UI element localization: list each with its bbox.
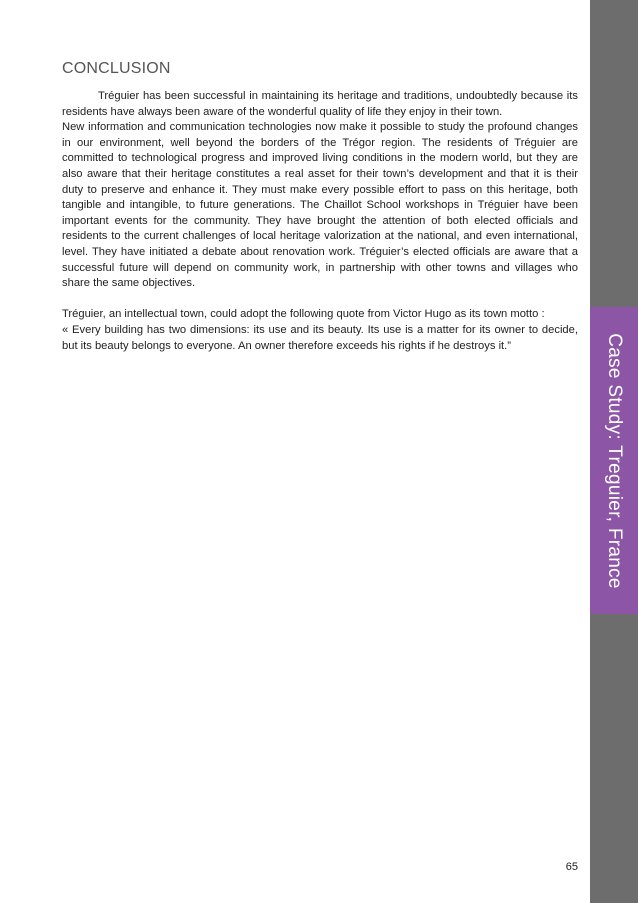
side-tab-label: Case Study: Treguier, France	[604, 332, 625, 589]
paragraph-intro: Tréguier has been successful in maintaining its heritage and traditions, undoubtedly because its residents have always been aware of the wonderful quality of life they enjoy in their town.	[62, 90, 578, 118]
side-tab	[590, 307, 638, 614]
paragraph-quote-intro: Tréguier, an intellectual town, could adopt the following quote from Victor Hugo as its town motto :	[62, 308, 545, 321]
paragraph-body: New information and communication technologies now make it possible to study the profound changes in our environment, well beyond the borders of the Trégor region. The residents of Tréguier are committed to technological progress and improved living conditions in the modern world, but they are also aware that their heritage constitutes a real asset for their town’s development and that it is their duty to preserve and enhance it. They must make every possible effort to pass on this heritage, both tangible and intangible, to future generations. The Chaillot School workshops in Tréguier have been important events for the community. They have brought the attention of both elected officials and residents to the current challenges of local heritage valorization at the national, and even international, level. They have initiated a debate about renovation work. Tréguier’s elected officials are aware that a successful future will depend on community work, in partnership with other towns and villages who share the same objectives.	[62, 121, 578, 290]
section-heading: CONCLUSION	[62, 60, 171, 77]
page-content	[62, 60, 578, 354]
page-number: 65	[565, 861, 578, 873]
paragraph-quote: « Every building has two dimensions: its use and its beauty. Its use is a matter for its owner to decide, but its beauty belongs to everyone. An owner therefore exceeds his rights if he destroys it.”	[62, 323, 578, 352]
